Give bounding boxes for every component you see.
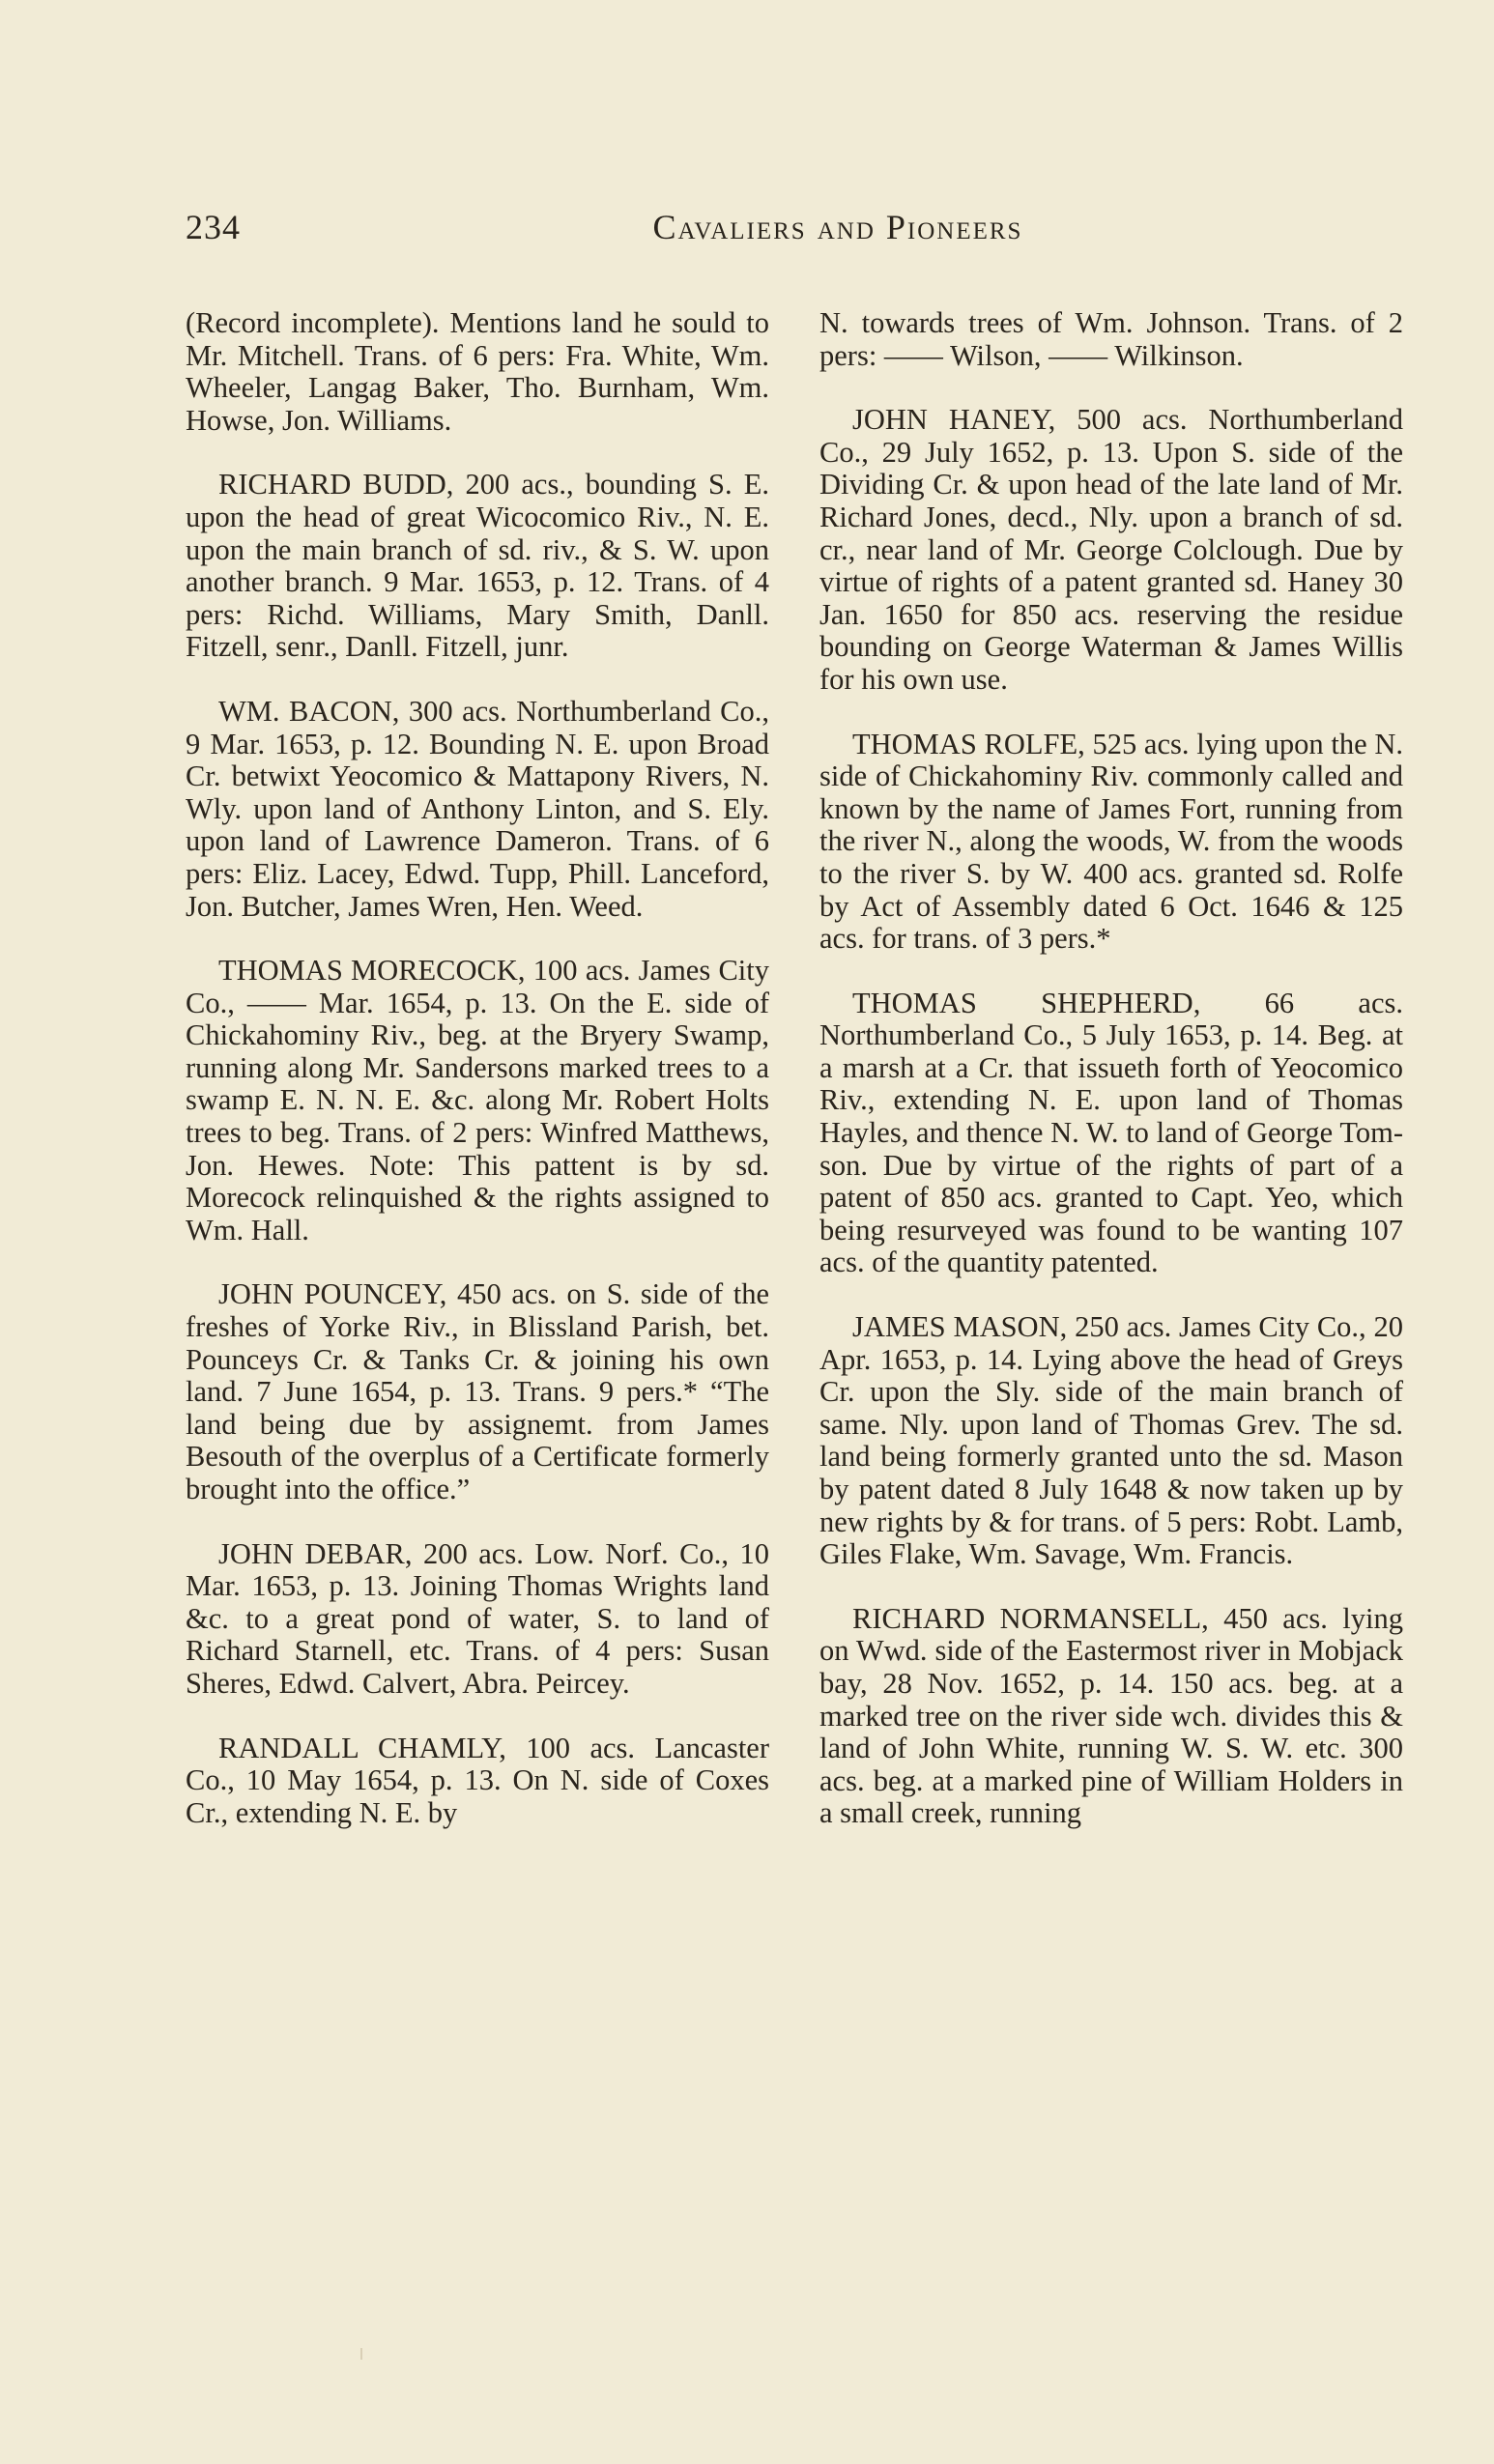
entry-john-pouncey: JOHN POUNCEY, 450 acs. on S. side of the freshes of Yorke Riv., in Blissland Parish, bet. Pounceys Cr. & Tanks Cr. & joining his own land. 7 June 1654, p. 13. Trans. 9 pers.* “The land being due by assignemt. from James Besouth of the overplus of a Certificate formerly brought into the office.” [186,1277,769,1505]
entry-thomas-shepherd: THOMAS SHEPHERD, 66 acs. Northumberland Co., 5 July 1653, p. 14. Beg. at a marsh at a Cr. that issueth forth of Yeocomico Riv., extending N. E. upon land of Thomas Hayles, and thence N. W. to land of George Tomson. Due by virtue of the rights of part of a patent of 850 acs. granted to Capt. Yeo, which being resurveyed was found to be wanting 107 acs. of the quantity patented. [819,986,1403,1279]
entry-randall-chamly-continued: N. towards trees of Wm. Johnson. Trans. of 2 pers: —— Wilson, —— Wilkinson. [819,306,1403,372]
entry-john-haney: JOHN HANEY, 500 acs. Northumberland Co., 29 July 1652, p. 13. Upon S. side of the Dividing Cr. & upon head of the late land of Mr. Richard Jones, decd., Nly. upon a branch of sd. cr., near land of Mr. George Colclough. Due by virtue of rights of a patent granted sd. Haney 30 Jan. 1650 for 850 acs. reserving the residue bounding on George Waterman & James Willis for his own use. [819,403,1403,696]
entry-wm-bacon: WM. BACON, 300 acs. Northumberland Co., 9 Mar. 1653, p. 12. Bounding N. E. upon Broad Cr. betwixt Yeocomico & Mattapony Rivers, N. Wly. upon land of Anthony Linton, and S. Ely. upon land of Lawrence Dameron. Trans. of 6 pers: Eliz. Lacey, Edwd. Tupp, Phill. Lanceford, Jon. Butcher, James Wren, Hen. Weed. [186,694,769,923]
entry-richard-budd: RICHARD BUDD, 200 acs., bounding S. E. upon the head of great Wicocomico Riv., N. E. upon the main branch of sd. riv., & S. W. upon another branch. 9 Mar. 1653, p. 12. Trans. of 4 pers: Richd. Williams, Mary Smith, Danll. Fitzell, senr., Danll. Fitzell, junr. [186,468,769,664]
entry-thomas-morecock: THOMAS MORECOCK, 100 acs. James City Co., —— Mar. 1654, p. 13. On the E. side of Chickahominy Riv., beg. at the Bryery Swamp, running along Mr. Sandersons marked trees to a swamp E. N. N. E. &c. along Mr. Robert Holts trees to beg. Trans. of 2 pers: Winfred Matthews, Jon. Hewes. Note: This pattent is by sd. Morecock relinquished & the rights assigned to Wm. Hall. [186,954,769,1246]
paper-blemish [360,2348,362,2360]
page-header [186,207,1413,265]
entry-thomas-rolfe: THOMAS ROLFE, 525 acs. lying upon the N. side of Chickahominy Riv. commonly called and known by the name of James Fort, running from the river N., along the woods, W. from the woods to the river S. by W. 400 acs. granted sd. Rolfe by Act of Assembly dated 6 Oct. 1646 & 125 acs. for trans. of 3 pers.* [819,727,1403,956]
left-column [186,307,769,1829]
entry-james-mason: JAMES MASON, 250 acs. James City Co., 20 Apr. 1653, p. 14. Lying above the head of Greys Cr. upon the Sly. side of the main branch of same. Nly. upon land of Thomas Grev. The sd. land being formerly granted unto the sd. Mason by patent dated 8 July 1648 & now taken up by new rights by & for trans. of 5 pers: Robt. Lamb, Giles Flake, Wm. Savage, Wm. Francis. [819,1310,1403,1571]
running-title: Cavaliers and Pioneers [652,208,1023,246]
entry-randall-chamly: RANDALL CHAMLY, 100 acs. Lancaster Co., 10 May 1654, p. 13. On N. side of Coxes Cr., extending N. E. by [186,1731,769,1829]
right-column [819,307,1403,1830]
entry-record-incomplete: (Record incomplete). Mentions land he sould to Mr. Mitchell. Trans. of 6 pers: Fra. White, Wm. Wheeler, Langag Baker, Tho. Burnham, Wm. Howse, Jon. Williams. [186,306,769,437]
entry-richard-normansell: RICHARD NORMANSELL, 450 acs. lying on Wwd. side of the Eastermost river in Mobjack bay, 28 Nov. 1652, p. 14. 150 acs. beg. at a marked tree on the river side wch. divides this & land of John White, running W. S. W. etc. 300 acs. beg. at a marked pine of William Holders in a small creek, running [819,1601,1403,1830]
entry-john-debar: JOHN DEBAR, 200 acs. Low. Norf. Co., 10 Mar. 1653, p. 13. Joining Thomas Wrights land &c. to a great pond of water, S. to land of Richard Starnell, etc. Trans. of 4 pers: Susan Sheres, Edwd. Calvert, Abra. Peircey. [186,1536,769,1700]
page-number: 234 [186,208,241,246]
